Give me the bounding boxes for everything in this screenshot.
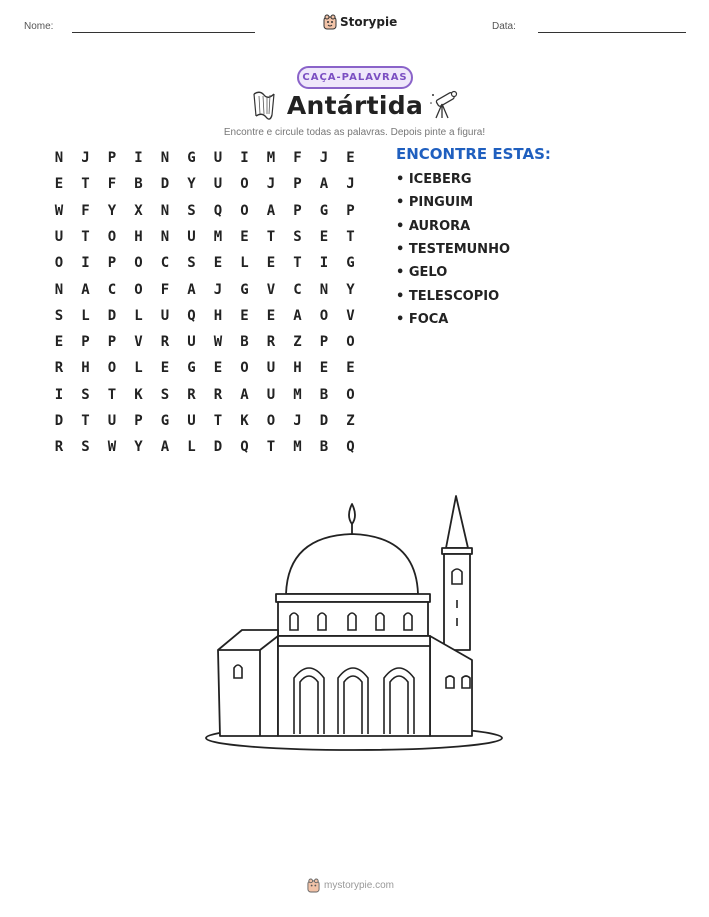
grid-letter[interactable]: I <box>319 255 329 272</box>
grid-letter[interactable]: F <box>107 176 117 193</box>
footer-brand <box>307 878 394 893</box>
grid-letter[interactable]: U <box>187 413 196 429</box>
grid-letter[interactable]: P <box>81 334 90 351</box>
word-list-title: ENCONTRE ESTAS: <box>396 145 551 163</box>
word-list-item: • AURORA <box>396 218 471 234</box>
grid-letter[interactable]: J <box>213 281 223 298</box>
grid-letter[interactable]: L <box>81 307 90 324</box>
grid-letter[interactable]: U <box>160 307 170 324</box>
grid-letter[interactable]: S <box>54 307 64 324</box>
grid-letter[interactable]: F <box>293 150 302 166</box>
word-list-item: • TESTEMUNHO <box>396 241 510 257</box>
footer-url[interactable]: mystorypie.com <box>324 880 395 891</box>
grid-letter[interactable]: O <box>54 255 64 272</box>
grid-letter[interactable]: E <box>54 176 64 193</box>
grid-letter[interactable]: E <box>160 360 170 377</box>
grid-letter[interactable]: T <box>107 386 117 403</box>
grid-letter[interactable]: W <box>107 439 117 456</box>
storypie-logo-icon <box>323 14 337 30</box>
grid-letter[interactable]: I <box>134 150 143 166</box>
grid-letter[interactable]: S <box>160 386 170 403</box>
page-title: Antártida <box>286 91 424 120</box>
grid-letter[interactable]: O <box>266 413 276 429</box>
grid-letter[interactable]: W <box>54 202 64 219</box>
grid-letter[interactable]: Q <box>346 439 355 456</box>
grid-letter[interactable]: I <box>54 386 64 403</box>
grid-letter[interactable]: U <box>266 360 276 377</box>
grid-letter[interactable]: G <box>240 281 249 298</box>
grid-letter[interactable]: R <box>54 439 64 456</box>
grid-letter[interactable]: S <box>187 255 196 272</box>
grid-letter[interactable]: U <box>54 228 64 245</box>
word-list-item: • FOCA <box>396 311 449 327</box>
grid-letter[interactable]: P <box>293 202 302 219</box>
word-list-item: • TELESCOPIO <box>396 288 500 304</box>
grid-letter[interactable]: G <box>160 413 170 429</box>
grid-letter[interactable]: A <box>240 386 249 403</box>
grid-letter[interactable]: T <box>81 228 90 245</box>
grid-letter[interactable]: G <box>319 202 329 219</box>
instructions: Encontre e circule todas as palavras. Depois pinte a figura! <box>223 127 486 138</box>
grid-letter[interactable]: A <box>266 202 276 219</box>
grid-letter[interactable]: C <box>293 281 302 298</box>
grid-letter[interactable]: I <box>240 150 249 166</box>
grid-letter[interactable]: L <box>134 360 143 377</box>
grid-letter[interactable]: T <box>81 413 90 429</box>
grid-letter[interactable]: A <box>160 439 170 456</box>
grid-letter[interactable]: L <box>240 255 249 272</box>
grid-letter[interactable]: O <box>107 360 117 377</box>
name-line[interactable] <box>72 32 255 33</box>
storypie-logo-icon <box>307 878 320 893</box>
grid-letter[interactable]: T <box>266 228 276 245</box>
word-search-grid[interactable] <box>46 150 366 460</box>
grid-letter[interactable]: P <box>107 150 117 166</box>
aurora-lines-icon <box>250 90 278 120</box>
grid-letter[interactable]: N <box>160 202 170 219</box>
grid-letter[interactable]: F <box>81 202 90 219</box>
grid-letter[interactable]: V <box>266 281 276 298</box>
grid-letter[interactable]: V <box>134 334 143 351</box>
grid-letter[interactable]: Q <box>240 439 249 456</box>
grid-letter[interactable]: A <box>293 307 302 324</box>
grid-letter[interactable]: E <box>346 150 355 166</box>
grid-letter[interactable]: W <box>213 334 223 351</box>
grid-letter[interactable]: A <box>187 281 196 298</box>
grid-letter[interactable]: N <box>54 150 64 166</box>
grid-letter[interactable]: D <box>107 307 117 324</box>
grid-letter[interactable]: E <box>213 255 223 272</box>
grid-letter[interactable]: J <box>319 150 329 166</box>
grid-letter[interactable]: O <box>107 228 117 245</box>
grid-letter[interactable]: E <box>266 255 276 272</box>
grid-letter[interactable]: H <box>134 228 143 245</box>
grid-letter[interactable]: H <box>293 360 302 377</box>
grid-letter[interactable]: M <box>293 439 302 456</box>
grid-letter[interactable]: J <box>346 176 355 193</box>
grid-letter[interactable]: D <box>54 413 64 429</box>
telescope-icon <box>428 90 460 120</box>
grid-letter[interactable]: Y <box>107 202 117 219</box>
grid-letter[interactable]: M <box>266 150 276 166</box>
grid-letter[interactable]: S <box>81 386 90 403</box>
grid-letter[interactable]: B <box>134 176 143 193</box>
grid-letter[interactable]: B <box>240 334 249 351</box>
grid-letter[interactable]: O <box>240 360 249 377</box>
grid-letter[interactable]: K <box>240 413 249 429</box>
grid-letter[interactable]: M <box>213 228 223 245</box>
grid-letter[interactable]: G <box>346 255 355 272</box>
grid-letter[interactable]: P <box>107 255 117 272</box>
grid-letter[interactable]: N <box>54 281 64 298</box>
grid-letter[interactable]: S <box>293 228 302 245</box>
grid-letter[interactable]: R <box>213 386 223 403</box>
grid-letter[interactable]: Y <box>134 439 143 456</box>
grid-letter[interactable]: A <box>81 281 90 298</box>
grid-letter[interactable]: O <box>134 255 143 272</box>
grid-letter[interactable]: L <box>187 439 196 456</box>
grid-letter[interactable]: E <box>266 307 276 324</box>
grid-letter[interactable]: J <box>266 176 276 193</box>
word-list-item: • ICEBERG <box>396 172 472 187</box>
grid-letter[interactable]: U <box>107 413 117 429</box>
mosque-building-illustration <box>200 488 520 758</box>
date-label: Data: <box>492 21 516 32</box>
grid-letter[interactable]: R <box>160 334 170 351</box>
grid-letter[interactable]: Z <box>346 413 355 429</box>
grid-letter[interactable]: O <box>134 281 143 298</box>
grid-letter[interactable]: D <box>213 439 223 456</box>
storypie-brand <box>323 14 397 30</box>
grid-letter[interactable]: N <box>160 228 170 245</box>
brand-name: Storypie <box>340 15 398 29</box>
grid-letter[interactable]: C <box>107 281 117 298</box>
grid-letter[interactable]: E <box>346 360 355 377</box>
grid-letter[interactable]: J <box>81 150 90 166</box>
grid-letter[interactable]: P <box>134 413 143 429</box>
grid-letter[interactable]: D <box>319 413 329 429</box>
grid-letter[interactable]: O <box>319 307 329 324</box>
grid-letter[interactable]: O <box>346 334 355 351</box>
grid-letter[interactable]: Y <box>187 176 196 193</box>
grid-letter[interactable]: Y <box>346 281 355 298</box>
grid-letter[interactable]: E <box>54 334 64 351</box>
grid-letter[interactable]: P <box>346 202 355 219</box>
grid-letter[interactable]: S <box>81 439 90 456</box>
grid-letter[interactable]: X <box>134 202 143 219</box>
grid-letter[interactable]: A <box>319 176 329 193</box>
grid-letter[interactable]: G <box>187 360 196 377</box>
category-badge: CAÇA-PALAVRAS <box>297 66 413 89</box>
grid-letter[interactable]: T <box>266 439 276 456</box>
grid-letter[interactable]: Q <box>187 307 196 324</box>
word-list-item: • PINGUIM <box>396 195 474 211</box>
grid-letter[interactable]: J <box>293 413 302 429</box>
grid-letter[interactable]: H <box>81 360 90 377</box>
grid-letter[interactable]: N <box>160 150 170 166</box>
grid-letter[interactable]: T <box>81 176 90 193</box>
grid-letter[interactable]: Z <box>293 334 302 351</box>
grid-letter[interactable]: N <box>319 281 329 298</box>
grid-letter[interactable]: D <box>160 176 170 193</box>
grid-letter[interactable]: C <box>160 255 170 272</box>
word-list-item: • GELO <box>396 265 448 281</box>
date-line[interactable] <box>538 32 686 33</box>
grid-letter[interactable]: U <box>266 386 276 403</box>
grid-letter[interactable]: U <box>187 228 196 245</box>
grid-letter[interactable]: P <box>319 334 329 351</box>
grid-letter[interactable]: B <box>319 386 329 403</box>
grid-letter[interactable]: B <box>319 439 329 456</box>
grid-letter[interactable]: P <box>107 334 117 351</box>
grid-letter[interactable]: G <box>187 150 196 166</box>
grid-letter[interactable]: E <box>319 228 329 245</box>
grid-letter[interactable]: T <box>213 413 223 429</box>
grid-letter[interactable]: O <box>346 386 355 403</box>
grid-letter[interactable]: O <box>240 176 249 193</box>
grid-letter[interactable]: V <box>346 307 355 324</box>
grid-letter[interactable]: M <box>293 386 302 403</box>
grid-letter[interactable]: O <box>240 202 249 219</box>
grid-letter[interactable]: R <box>187 386 196 403</box>
grid-letter[interactable]: E <box>213 360 223 377</box>
grid-letter[interactable]: U <box>187 334 196 351</box>
grid-letter[interactable]: E <box>319 360 329 377</box>
grid-letter[interactable]: E <box>240 228 249 245</box>
grid-letter[interactable]: U <box>213 150 223 166</box>
grid-letter[interactable]: S <box>187 202 196 219</box>
grid-letter[interactable]: R <box>266 334 276 351</box>
name-label: Nome: <box>24 21 54 32</box>
grid-letter[interactable]: Q <box>213 202 223 219</box>
grid-letter[interactable]: P <box>293 176 302 193</box>
grid-letter[interactable]: K <box>134 386 143 403</box>
grid-letter[interactable]: T <box>293 255 302 272</box>
grid-letter[interactable]: I <box>81 255 90 272</box>
grid-letter[interactable]: U <box>213 176 223 193</box>
grid-letter[interactable]: L <box>134 307 143 324</box>
grid-letter[interactable]: T <box>346 228 355 245</box>
grid-letter[interactable]: R <box>54 360 64 377</box>
grid-letter[interactable]: H <box>213 307 223 324</box>
grid-letter[interactable]: E <box>240 307 249 324</box>
grid-letter[interactable]: F <box>160 281 170 298</box>
